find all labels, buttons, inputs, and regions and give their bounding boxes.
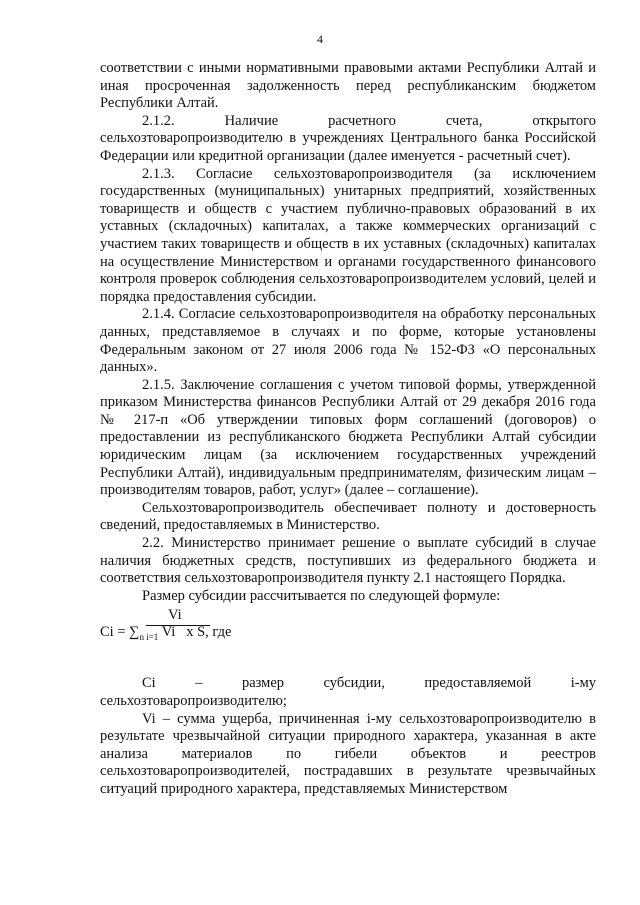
paragraph-accuracy: Сельхозтоваропроизводитель обеспечивает полноту и достоверность сведений, предоставляемых в Министерство.: [100, 499, 596, 534]
formula-tail: x S, где: [186, 624, 232, 641]
paragraph-2-1-4: 2.1.4. Согласие сельхозтоваропроизводителя на обработку персональных данных, представляемое в случаях и по форме, которые установлены Федеральным законом от 27 июля 2006 года № 152-ФЗ «О персональных данных».: [100, 306, 596, 376]
paragraph-2-1-3: 2.1.3. Согласие сельхозтоваропроизводителя (за исключением государственных (муниципальных) унитарных предприятий, хозяйственных товариществ и обществ с участием публично-правовых образований в их уставных (складочных) капиталах, а также коммерческих организаций с участием таких товариществ и обществ в их уставных (складочных) капиталах на осуществление Министерством и органами государственного финансового контроля проверок соблюдения сельхозтоваропроизводителем условий, целей и порядка предоставления субсидии.: [100, 165, 596, 305]
formula-denominator: [100, 624, 231, 646]
formula-lhs: Ci =: [100, 624, 126, 641]
subsidy-formula: [100, 607, 596, 647]
document-body: [100, 60, 596, 799]
paragraph-continuation: соответствии с иными нормативными правовыми актами Республики Алтай и иная просроченная задолженность перед республиканским бюджетом Республики Алтай.: [100, 60, 596, 112]
paragraph-2-1-5: 2.1.5. Заключение соглашения с учетом типовой формы, утвержденной приказом Министерства финансов Республики Алтай от 29 декабря 2016 года № 217-п «Об утверждении типовых форм соглашений (договоров) о предоставлении из республиканского бюджета Республики Алтай субсидии юридическим лицам (за исключением государственных учреждений Республики Алтай), индивидуальным предпринимателям, физическим лицам – производителям товаров, работ, услуг» (далее – соглашение).: [100, 376, 596, 499]
formula-numerator: Vi: [168, 607, 182, 624]
paragraph-vi-definition: Vi – сумма ущерба, причиненная i-му сельхозтоваропроизводителю в результате чрезвычайной ситуации природного характера, указанная в акте анализа материалов по гибели объектов и реестров сельхозтоваропроизводителей, пострадавших в результате чрезвычайных ситуаций природного характера, представляемых Министерством: [100, 710, 596, 797]
sum-symbol: ∑: [129, 624, 140, 641]
formula-denominator-var: Vi: [161, 624, 176, 641]
sum-limits: n i=1: [139, 632, 159, 643]
page-number: 4: [317, 32, 323, 46]
paragraph-2-1-2: 2.1.2. Наличие расчетного счета, открытого сельхозтоваропроизводителю в учреждениях Центрального банка Российской Федерации или кредитной организации (далее именуется - расчетный счет).: [100, 112, 596, 164]
paragraph-formula-intro: Размер субсидии рассчитывается по следующей формуле:: [142, 587, 501, 604]
paragraph-ci-definition: Ci – размер субсидии, предоставляемой i-му сельхозтоваропроизводителю;: [100, 675, 596, 709]
paragraph-2-2: 2.2. Министерство принимает решение о выплате субсидий в случае наличия бюджетных средств, поступивших из федерального бюджета и соответствия сельхозтоваропроизводителя пункту 2.1 настоящего Порядка.: [100, 535, 596, 587]
